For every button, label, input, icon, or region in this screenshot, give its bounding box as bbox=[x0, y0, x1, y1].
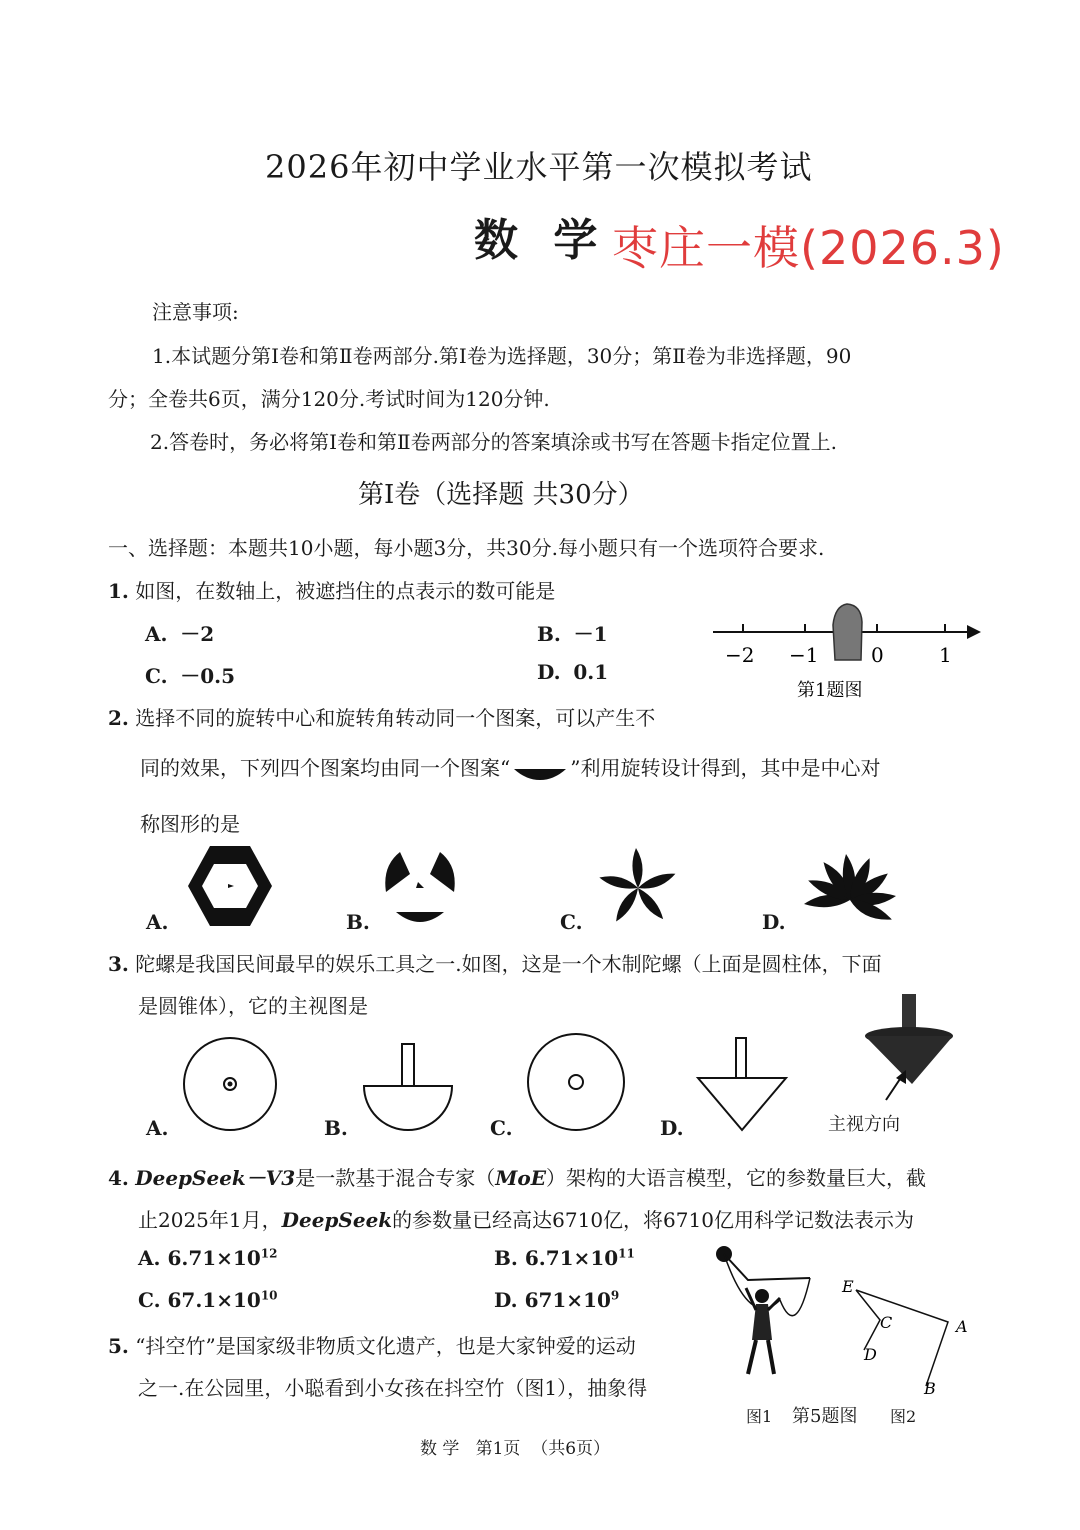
diabolo-girl-figure bbox=[710, 1240, 820, 1390]
option-text: －1 bbox=[573, 622, 608, 646]
three-blade-pattern-figure bbox=[380, 848, 460, 930]
option-base: 671×10 bbox=[524, 1288, 611, 1312]
q4-option-a bbox=[138, 1246, 277, 1270]
q1-option-b bbox=[537, 618, 608, 647]
q1-option-a bbox=[145, 618, 214, 647]
view-a-circle-dot-figure bbox=[180, 1034, 280, 1134]
option-exponent: 12 bbox=[260, 1246, 278, 1261]
q3-label-c: C. bbox=[490, 1116, 513, 1140]
view-d-triangle-figure bbox=[692, 1036, 792, 1136]
page-footer: 数 学 第1页 （共6页） bbox=[420, 1439, 611, 1459]
option-label: C. bbox=[145, 664, 168, 688]
question-number: 1. bbox=[108, 579, 129, 603]
question-stem: 陀螺是我国民间最早的娱乐工具之一.如图，这是一个木制陀螺（上面是圆柱体，下面 bbox=[135, 952, 882, 976]
question-text: 是一款基于混合专家（ bbox=[295, 1166, 496, 1190]
pinwheel-pattern-figure bbox=[594, 846, 682, 932]
number-line-arrow bbox=[967, 625, 981, 639]
spinning-top-photo-figure bbox=[846, 990, 976, 1110]
question-text: ”利用旋转设计得到，其中是中心对 bbox=[570, 756, 881, 780]
option-base: 6.71×10 bbox=[524, 1246, 619, 1270]
notice-item-1-line-1: 1.本试题分第Ⅰ卷和第Ⅱ卷两部分.第Ⅰ卷为选择题，30分；第Ⅱ卷为非选择题，90 bbox=[152, 344, 852, 368]
point-label: D bbox=[864, 1345, 877, 1364]
q2-label-a: A. bbox=[146, 910, 169, 934]
model-name: DeepSeek－V3 bbox=[135, 1166, 296, 1190]
view-b-semicircle-figure bbox=[358, 1040, 458, 1140]
question-4-line-2 bbox=[138, 1204, 914, 1233]
question-2-line-3: 称图形的是 bbox=[140, 812, 240, 836]
view-c-circle-ring-figure bbox=[524, 1030, 628, 1134]
architecture-name: MoE bbox=[495, 1166, 546, 1190]
q4-option-b bbox=[494, 1246, 635, 1270]
fan-pattern-figure bbox=[796, 848, 906, 930]
q4-option-c bbox=[138, 1288, 278, 1312]
question-number: 5. bbox=[108, 1334, 129, 1358]
point-label: A bbox=[956, 1317, 968, 1336]
tick-label: −2 bbox=[725, 643, 755, 667]
question-1 bbox=[108, 575, 555, 604]
question-5-line-2: 之一.在公园里，小聪看到小女孩在抖空竹（图1），抽象得 bbox=[138, 1376, 648, 1400]
option-text: －0.5 bbox=[180, 664, 236, 688]
question-number: 2. bbox=[108, 706, 129, 730]
diabolo-abstract-figure bbox=[830, 1270, 980, 1400]
tick-label: 0 bbox=[871, 643, 884, 667]
exam-stamp: 枣庄一模(2026.3) bbox=[612, 221, 1005, 275]
option-text: －2 bbox=[180, 622, 215, 646]
hand-cover-icon bbox=[833, 604, 862, 660]
question-5 bbox=[108, 1330, 636, 1359]
option-base: 6.71×10 bbox=[167, 1246, 261, 1270]
figure-1-label: 图1 bbox=[746, 1407, 773, 1426]
number-line-figure bbox=[705, 600, 995, 710]
section-instruction: 一、选择题：本题共10小题，每小题3分，共30分.每小题只有一个选项符合要求. bbox=[108, 536, 825, 560]
option-label: B. bbox=[537, 622, 561, 646]
option-label: A. bbox=[145, 622, 168, 646]
section-title: 第Ⅰ卷（选择题 共30分） bbox=[358, 480, 644, 510]
question-number: 3. bbox=[108, 952, 129, 976]
q2-label-b: B. bbox=[346, 910, 370, 934]
tick-label: 1 bbox=[939, 643, 952, 667]
figure-2-label: 图2 bbox=[890, 1407, 917, 1426]
question-2-line-2 bbox=[140, 752, 880, 781]
question-2 bbox=[108, 702, 655, 731]
point-label: C bbox=[880, 1313, 893, 1332]
option-label: A. bbox=[138, 1246, 161, 1270]
q4-option-d bbox=[494, 1288, 619, 1312]
q2-label-d: D. bbox=[762, 910, 786, 934]
option-text: 0.1 bbox=[573, 660, 609, 684]
question-text: 的参数量已经高达6710亿，将6710亿用科学记数法表示为 bbox=[392, 1208, 914, 1232]
q1-option-c bbox=[145, 660, 235, 689]
notice-item-2: 2.答卷时，务必将第Ⅰ卷和第Ⅱ卷两部分的答案填涂或书写在答题卡指定位置上. bbox=[150, 430, 837, 454]
subject-title: 数 学 bbox=[474, 215, 608, 266]
question-stem: 选择不同的旋转中心和旋转角转动同一个图案，可以产生不 bbox=[135, 706, 656, 730]
option-label: D. bbox=[537, 660, 561, 684]
figure-caption: 第1题图 bbox=[797, 680, 863, 701]
question-number: 4. bbox=[108, 1166, 129, 1190]
view-direction-label: 主视方向 bbox=[828, 1114, 900, 1135]
point-label: B bbox=[924, 1379, 936, 1398]
point-label: E bbox=[842, 1277, 854, 1296]
option-exponent: 11 bbox=[618, 1246, 635, 1261]
question-stem: “抖空竹”是国家级非物质文化遗产，也是大家钟爱的运动 bbox=[135, 1334, 636, 1358]
option-exponent: 9 bbox=[610, 1288, 620, 1303]
question-4 bbox=[108, 1162, 926, 1191]
q1-option-d bbox=[537, 660, 608, 684]
question-3 bbox=[108, 948, 882, 977]
option-exponent: 10 bbox=[260, 1288, 278, 1303]
q3-label-b: B. bbox=[324, 1116, 348, 1140]
figure-caption: 第5题图 bbox=[792, 1406, 858, 1427]
question-stem: 如图，在数轴上，被遮挡住的点表示的数可能是 bbox=[135, 579, 556, 603]
question-text: ）架构的大语言模型，它的参数量巨大，截 bbox=[545, 1166, 926, 1190]
option-label: D. bbox=[494, 1288, 518, 1312]
notice-item-1-line-2: 分；全卷共6页，满分120分.考试时间为120分钟. bbox=[108, 387, 550, 411]
q2-label-c: C. bbox=[560, 910, 583, 934]
question-text: 止2025年1月， bbox=[138, 1208, 282, 1232]
option-base: 67.1×10 bbox=[167, 1288, 261, 1312]
model-name: DeepSeek bbox=[281, 1208, 393, 1232]
q3-label-d: D. bbox=[660, 1116, 684, 1140]
option-label: C. bbox=[138, 1288, 161, 1312]
q3-label-a: A. bbox=[146, 1116, 169, 1140]
question-3-line-2: 是圆锥体），它的主视图是 bbox=[138, 994, 368, 1018]
option-label: B. bbox=[494, 1246, 518, 1270]
question-text: 同的效果，下列四个图案均由同一个图案“ bbox=[140, 756, 511, 780]
blade-pattern-icon bbox=[510, 760, 570, 780]
notice-heading: 注意事项: bbox=[152, 300, 239, 324]
exam-title: 2026年初中学业水平第一次模拟考试 bbox=[265, 148, 813, 186]
hexagon-pattern-figure bbox=[180, 840, 280, 932]
tick-label: −1 bbox=[789, 643, 819, 667]
